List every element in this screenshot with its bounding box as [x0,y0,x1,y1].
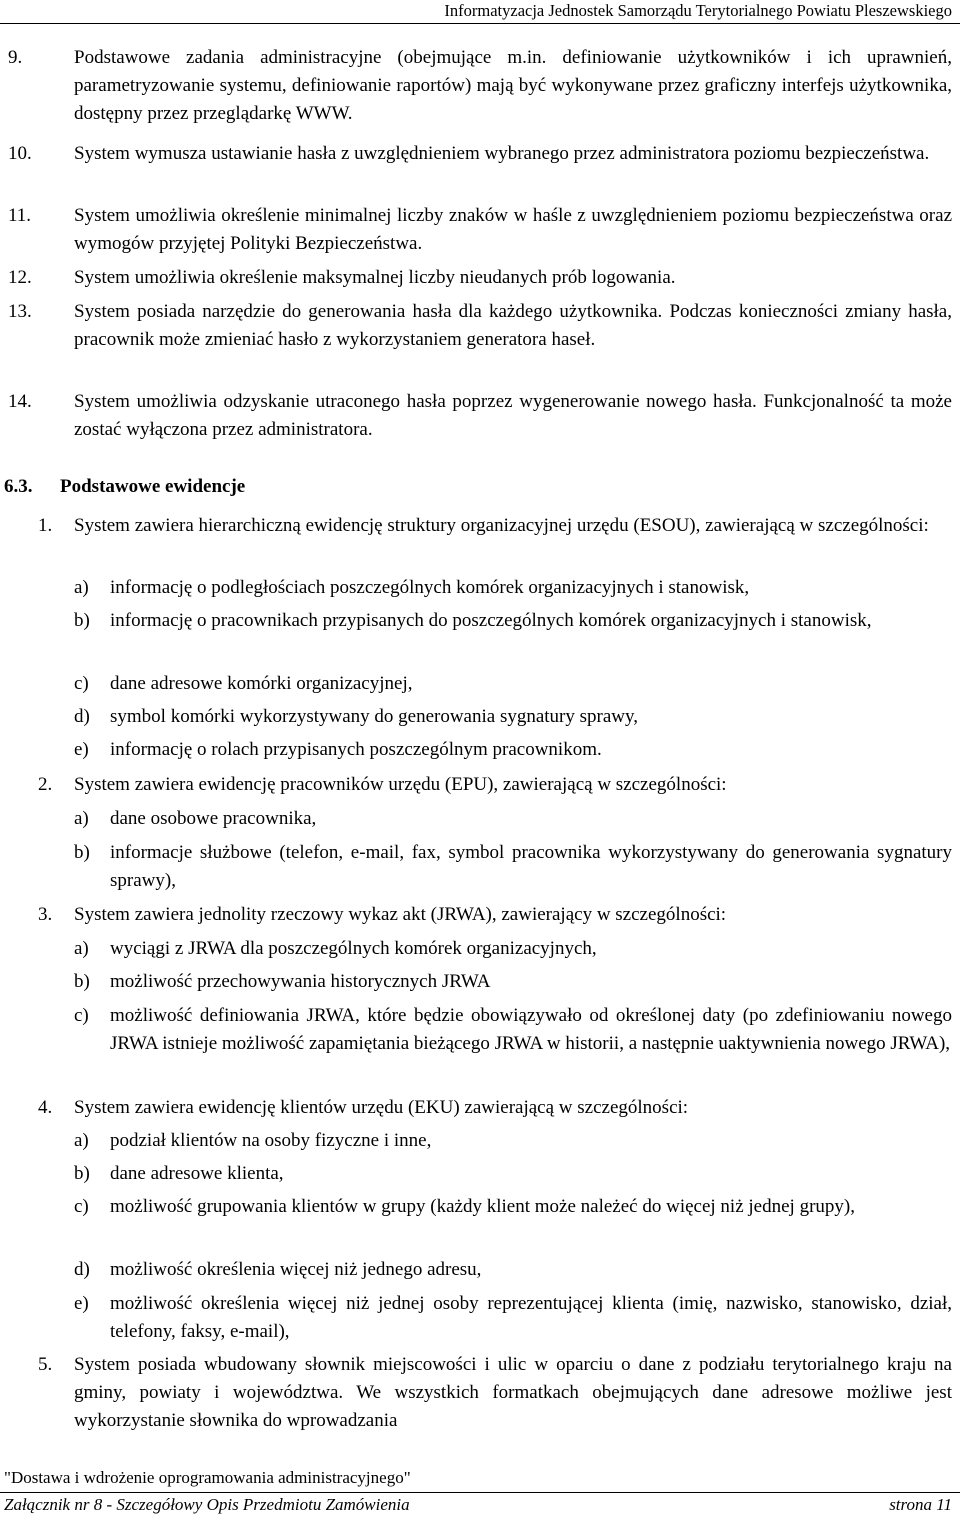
sub-text: informację o pracownikach przypisanych do poszczególnych komórek organizacyjnych i stanowisk, [110,610,872,631]
item-text: System zawiera ewidencję klientów urzędu (EKU) zawierającą w szczególności: [74,1097,689,1118]
item-number: 11. [8,205,32,226]
sub-item-4d [0,1256,960,1284]
item-text: System posiada wbudowany słownik miejscowości i ulic w oparciu o dane z podziału terytorialnego kraju na gminy, powiaty i województwa. We wszystkich formatkach obejmujących dane adresowe możliwe jest wykorzystanie słownika do wprowadzania [74,1354,952,1431]
sub-item-1d [0,703,960,731]
item-number: 14. [8,391,32,412]
sub-text: dane adresowe klienta, [110,1163,284,1184]
sub-text: możliwość grupowania klientów w grupy (każdy klient może należeć do więcej niż jednej grupy), [110,1196,855,1217]
sub-text: możliwość definiowania JRWA, które będzie obowiązywało od określonej daty (po zdefiniowaniu nowego JRWA istnieje możliwość zapamiętania bieżącego JRWA w historii, a następnie uaktywnienia nowego JRWA), [110,1005,952,1054]
sub-text: informację o podległościach poszczególnych komórek organizacyjnych i stanowisk, [110,577,750,598]
item-number: 1. [38,515,53,536]
item-text: System zawiera jednolity rzeczowy wykaz akt (JRWA), zawierający w szczególności: [74,904,727,925]
item-number: 2. [38,774,53,795]
sub-item-4a [0,1127,960,1155]
item-text: System wymusza ustawianie hasła z uwzględnieniem wybranego przez administratora poziomu bezpieczeństwa. [74,143,930,164]
item-number: 10. [8,143,32,164]
list-item-11 [0,202,960,258]
sub-text: możliwość określenia więcej niż jednej osoby reprezentującej klienta (imię, nazwisko, stanowisko, dział, telefony, faksy, e-mail), [110,1293,952,1342]
item-text: System umożliwia odzyskanie utraconego hasła poprzez wygenerowanie nowego hasła. Funkcjonalność ta może zostać wyłączona przez administratora. [74,391,952,440]
section-number: 6.3. [4,476,33,497]
page-number: strona 11 [889,1495,952,1514]
sub-text: wyciągi z JRWA dla poszczególnych komórek organizacyjnych, [110,938,597,959]
sub-text: informacje służbowe (telefon, e-mail, fax, symbol pracownika wykorzystywany do generowania sygnatury sprawy), [110,842,952,891]
section-heading [4,473,245,501]
list-item-10 [0,140,960,168]
sub-letter: c) [74,673,89,694]
sub-item-1e [0,736,960,764]
footer-project-title: "Dostawa i wdrożenie oprogramowania administracyjnego" [4,1468,411,1487]
item-text: System zawiera ewidencję pracowników urzędu (EPU), zawierającą w szczególności: [74,774,727,795]
sub-letter: c) [74,1196,89,1217]
sub-letter: d) [74,706,90,727]
list-item-13 [0,298,960,354]
sub-letter: c) [74,1005,89,1026]
sub-text: symbol komórki wykorzystywany do generowania sygnatury sprawy, [110,706,639,727]
item-number: 5. [38,1354,53,1375]
sub-text: informację o rolach przypisanych poszczególnym pracownikom. [110,739,602,760]
sub-text: podział klientów na osoby fizyczne i inne, [110,1130,432,1151]
section-item-2 [0,771,960,799]
page-header [0,0,960,24]
section-item-4 [0,1094,960,1122]
sub-letter: e) [74,1293,89,1314]
sub-text: dane osobowe pracownika, [110,808,317,829]
sub-item-3a [0,935,960,963]
page-footer [0,1466,960,1520]
item-text: System posiada narzędzie do generowania hasła dla każdego użytkownika. Podczas konieczności zmiany hasła, pracownik może zmieniać hasło z wykorzystaniem generatora haseł. [74,301,952,350]
sub-item-2a [0,805,960,833]
sub-letter: e) [74,739,89,760]
sub-letter: a) [74,577,89,598]
item-number: 9. [8,47,23,68]
item-text: System umożliwia określenie minimalnej liczby znaków w haśle z uwzględnieniem poziomu bezpieczeństwa oraz wymogów przyjętej Polityki Bezpieczeństwa. [74,205,952,254]
sub-letter: a) [74,938,89,959]
sub-letter: b) [74,1163,90,1184]
item-text: System zawiera hierarchiczną ewidencję struktury organizacyjnej urzędu (ESOU), zawierającą w szczególności: [74,515,929,536]
header-title: Informatyzacja Jednostek Samorządu Terytorialnego Powiatu Pleszewskiego [444,1,952,20]
item-number: 3. [38,904,53,925]
item-text: Podstawowe zadania administracyjne (obejmujące m.in. definiowanie użytkowników i ich uprawnień, parametryzowanie systemu, definiowanie raportów) mają być wykonywane przez graficzny interfejs użytkownika, dostępny przez przeglądarkę WWW. [74,47,952,124]
sub-letter: b) [74,842,90,863]
section-item-5 [0,1351,960,1435]
sub-letter: a) [74,808,89,829]
sub-item-4e [0,1290,960,1346]
section-item-1 [0,512,960,540]
list-item-9 [0,44,960,128]
item-number: 13. [8,301,32,322]
sub-item-1c [0,670,960,698]
sub-text: możliwość określenia więcej niż jednego adresu, [110,1259,482,1280]
sub-item-3c [0,1002,960,1058]
sub-letter: b) [74,610,90,631]
sub-letter: b) [74,971,90,992]
item-text: System umożliwia określenie maksymalnej liczby nieudanych prób logowania. [74,267,676,288]
sub-text: możliwość przechowywania historycznych JRWA [110,971,491,992]
sub-item-3b [0,968,960,996]
sub-item-4c [0,1193,960,1221]
item-number: 12. [8,267,32,288]
sub-text: dane adresowe komórki organizacyjnej, [110,673,413,694]
section-item-3 [0,901,960,929]
sub-item-1b [0,607,960,635]
sub-letter: d) [74,1259,90,1280]
sub-letter: a) [74,1130,89,1151]
list-item-14 [0,388,960,444]
list-item-12 [0,264,960,292]
footer-attachment-label: Załącznik nr 8 - Szczegółowy Opis Przedmiotu Zamówienia [4,1495,410,1514]
item-number: 4. [38,1097,53,1118]
sub-item-2b [0,839,960,895]
sub-item-4b [0,1160,960,1188]
section-title-text: Podstawowe ewidencje [60,476,246,497]
sub-item-1a [0,574,960,602]
